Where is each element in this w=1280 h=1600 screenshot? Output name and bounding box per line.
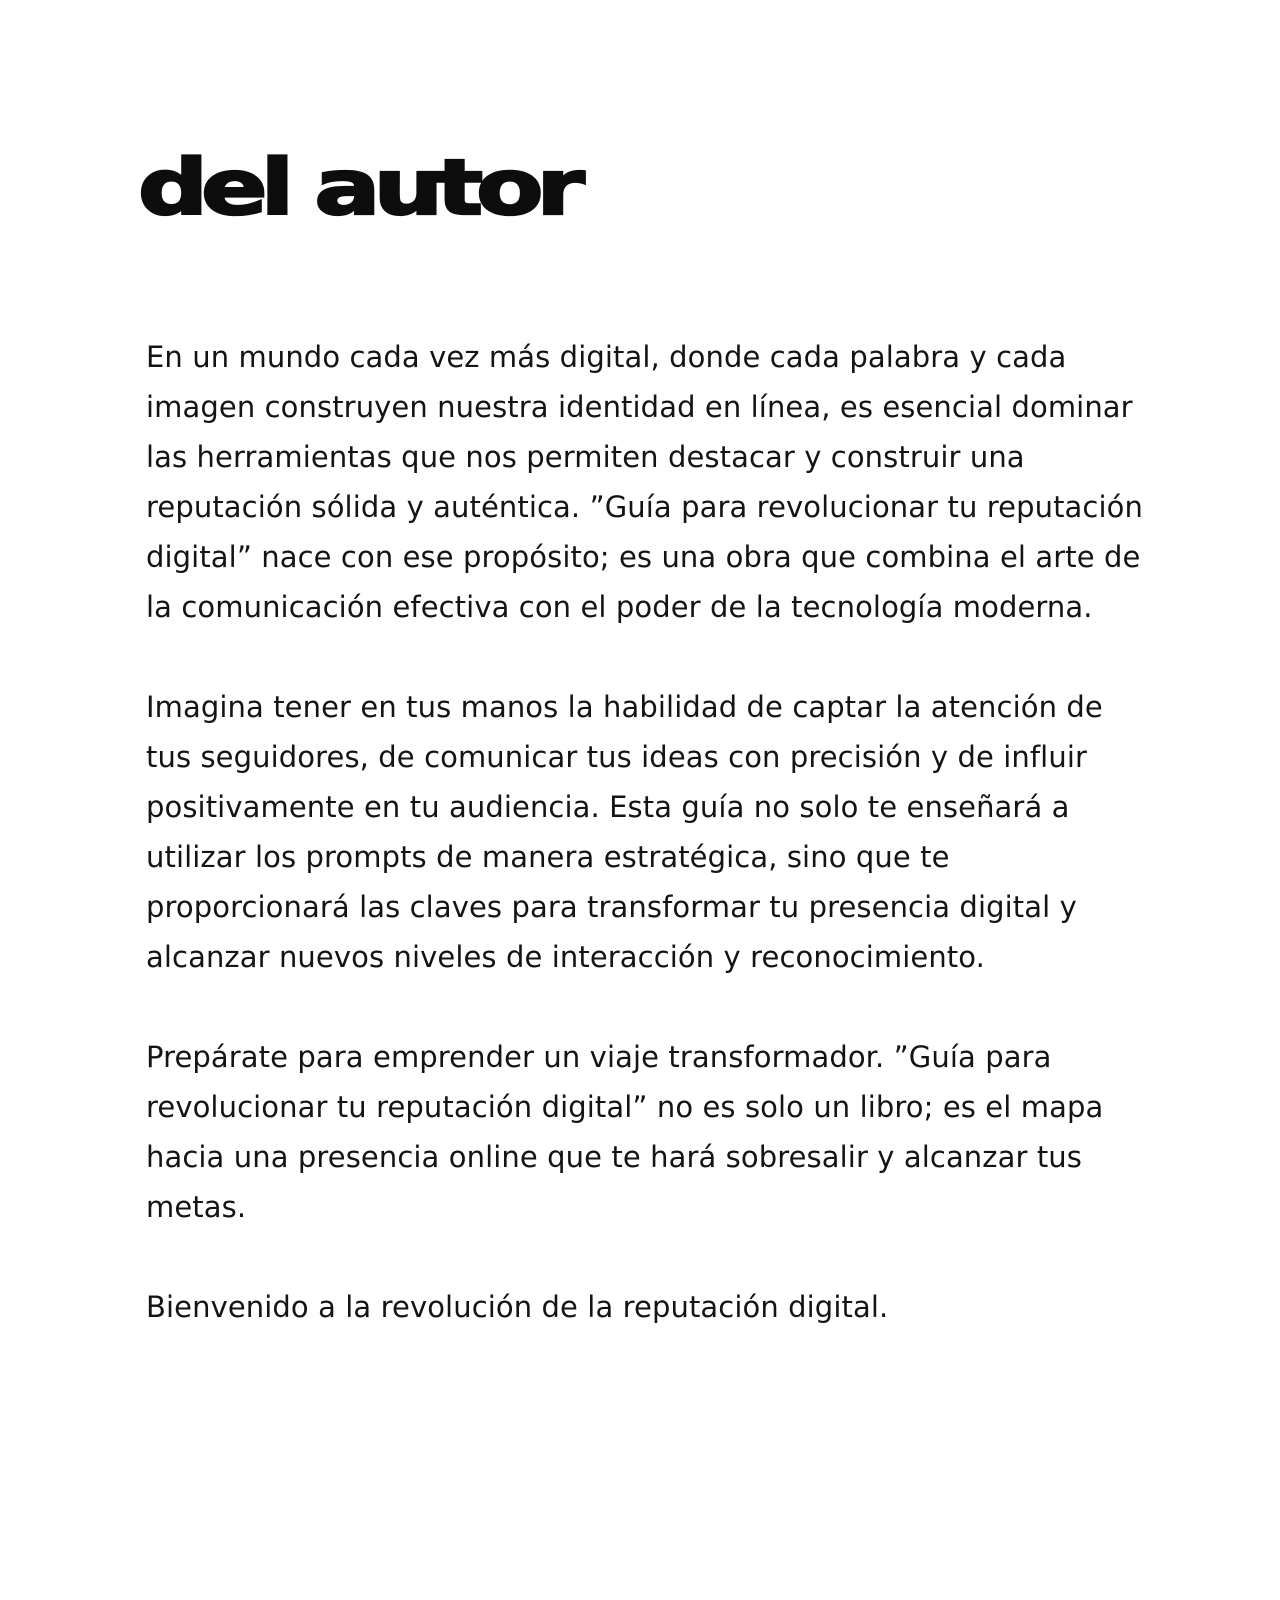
paragraph-welcome: Bienvenido a la revolución de la reputación digital.: [146, 1290, 889, 1324]
paragraph-prepare: Prepárate para emprender un viaje transformador. ”Guía para revolucionar tu reputación digital” no es solo un libro; es el mapa hacia una presencia online que te hará sobresalir y alcanzar tus metas.: [146, 1040, 1104, 1224]
body-text: [146, 332, 1156, 1332]
paragraph-imagine: Imagina tener en tus manos la habilidad de captar la atención de tus seguidores, de comunicar tus ideas con precisión y de influir positivamente en tu audiencia. Esta guía no solo te enseñará a utilizar los prompts de manera estratégica, sino que te proporcionará las claves para transformar tu presencia digital y alcanzar nuevos niveles de interacción y reconocimiento.: [146, 690, 1103, 974]
paragraph-intro: En un mundo cada vez más digital, donde cada palabra y cada imagen construyen nuestra identidad en línea, es esencial dominar las herramientas que nos permiten destacar y construir una reputación sólida y auténtica. ”Guía para revolucionar tu reputación digital” nace con ese propósito; es una obra que combina el arte de la comunicación efectiva con el poder de la tecnología moderna.: [146, 340, 1143, 624]
page-title: del autor: [138, 143, 578, 233]
